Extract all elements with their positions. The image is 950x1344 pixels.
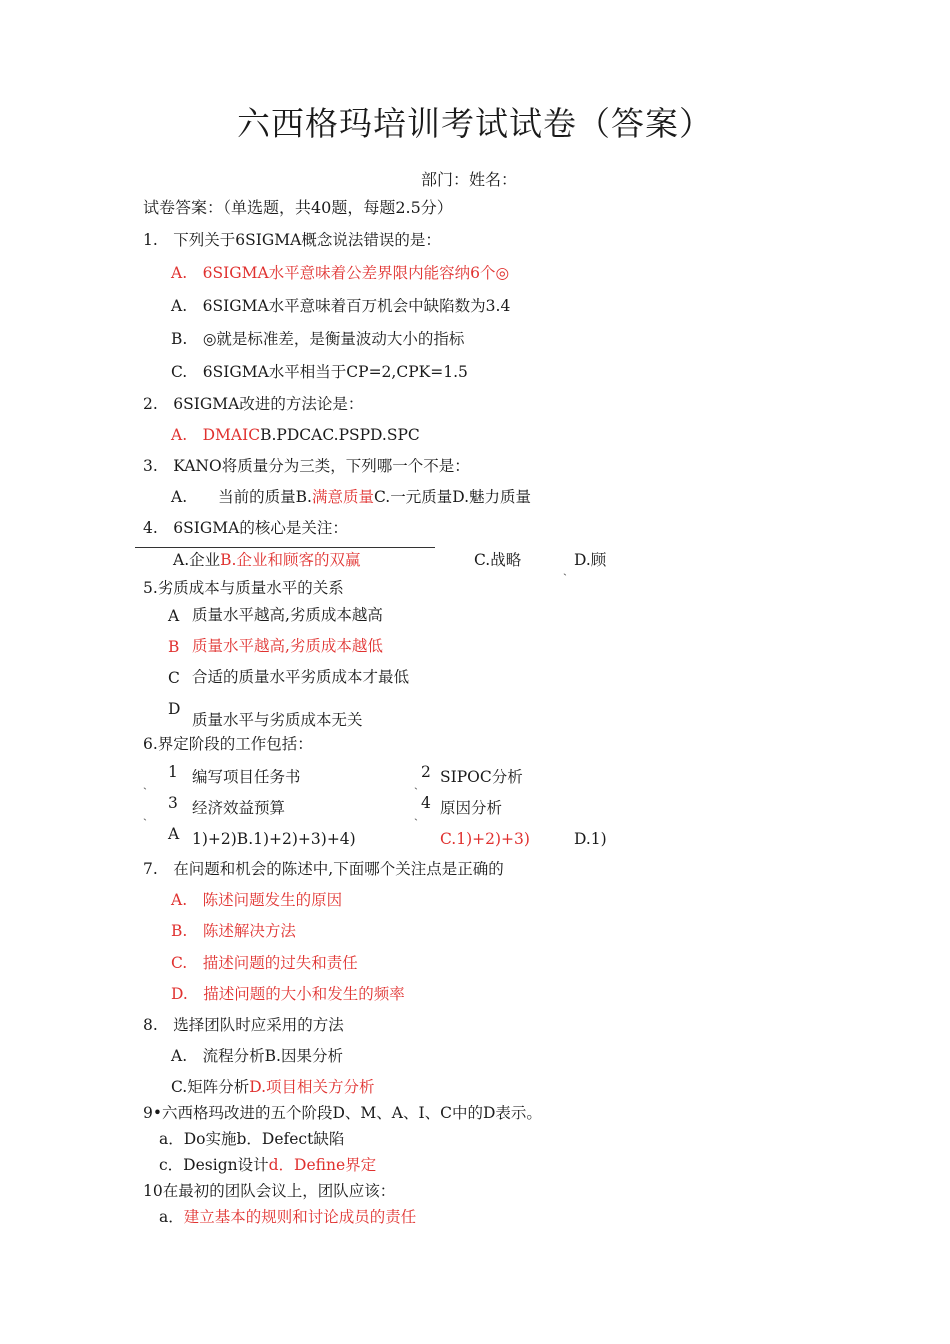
q6-options-ab: 1)+2)B.1)+2)+3)+4) xyxy=(192,830,356,848)
q2-answer: A. DMAIC xyxy=(171,426,261,444)
q1-option-a: A. 6SIGMA水平意味着百万机会中缺陷数为3.4 xyxy=(171,297,511,315)
q5-letter-d: D xyxy=(168,700,181,718)
q4-stem: 4. 6SIGMA的核心是关注： xyxy=(143,519,348,537)
q5-letter-b: B xyxy=(168,638,180,656)
q5-option-d: 质量水平与劣质成本无关 xyxy=(192,711,363,729)
divider-line xyxy=(135,547,435,548)
tick-mark-icon: ˎ xyxy=(143,807,147,821)
q7-option-c: C. 描述问题的过失和责任 xyxy=(171,954,358,972)
q7-option-d: D. 描述问题的大小和发生的频率 xyxy=(171,985,405,1003)
q10-option-a-row xyxy=(159,1207,416,1227)
q2-stem: 2. 6SIGMA改进的方法论是： xyxy=(143,395,364,413)
q6-option-letter: A xyxy=(168,825,180,843)
q4-option-d: D.顾 xyxy=(574,551,607,569)
q9-options-cd xyxy=(159,1155,376,1175)
q3-other-options: C.一元质量D.魅力质量 xyxy=(373,488,532,506)
q5-stem: 5.劣质成本与质量水平的关系 xyxy=(143,579,344,597)
q4-option-row xyxy=(173,550,360,570)
page-title: 六西格玛培训考试试卷（答案） xyxy=(237,104,713,143)
q8-option-c: C.矩阵分析 xyxy=(171,1078,250,1096)
q8-answer: D.项目相关方分析 xyxy=(249,1078,375,1096)
q5-option-b-answer: 质量水平越高,劣质成本越低 xyxy=(192,637,383,653)
q6-item-3-number: 3 xyxy=(168,794,178,812)
q7-stem: 7. 在问题和机会的陈述中,下面哪个关注点是正确的 xyxy=(143,860,504,878)
exam-instructions: 试卷答案：（单选题，共40题，每题2.5分） xyxy=(143,198,453,217)
q6-item-1-number: 1 xyxy=(168,763,178,781)
q7-option-b: B. 陈述解决方法 xyxy=(171,922,296,940)
q6-item-2: SIPOC分析 xyxy=(440,768,523,786)
q9-option-c: c．Design设计 xyxy=(159,1156,269,1174)
q5-letter-c: C xyxy=(168,669,180,687)
q8-stem: 8. 选择团队时应采用的方法 xyxy=(143,1016,344,1034)
q1-option-a-answer: A. 6SIGMA水平意味着公差界限内能容纳6个◎ xyxy=(171,264,510,282)
q1-stem: 1. 下列关于6SIGMA概念说法错误的是： xyxy=(143,231,441,249)
q6-stem: 6.界定阶段的工作包括： xyxy=(143,735,313,753)
q6-item-1: 编写项目任务书 xyxy=(192,768,301,786)
q6-item-4: 原因分析 xyxy=(440,799,503,817)
q2-options xyxy=(171,425,420,445)
q8-options-cd xyxy=(171,1077,375,1097)
tick-mark-icon: ˎ xyxy=(414,807,418,821)
q5-option-c: 合适的质量水平劣质成本才最低 xyxy=(192,668,410,684)
q7-option-a: A. 陈述问题发生的原因 xyxy=(171,891,343,909)
q5-option-a: 质量水平越高,劣质成本越高 xyxy=(192,606,383,622)
q6-option-d: D.1) xyxy=(574,830,607,848)
q9-stem: 9•六西格玛改进的五个阶段D、M、A、I、C中的D表示。 xyxy=(143,1104,542,1122)
q3-option-a: A. 当前的质量B. xyxy=(171,488,312,506)
q4-option-c: C.战略 xyxy=(474,551,522,569)
q3-answer: 满意质量 xyxy=(311,488,374,506)
q6-item-2-number: 2 xyxy=(421,763,431,781)
q9-answer: d．Define界定 xyxy=(268,1156,377,1174)
q4-option-a: A.企业 xyxy=(173,551,221,569)
q10-answer: 建立基本的规则和讨论成员的责任 xyxy=(183,1208,417,1226)
q3-stem: 3. KANO将质量分为三类，下列哪一个不是： xyxy=(143,457,470,475)
q9-options-ab: a．Do实施b．Defect缺陷 xyxy=(159,1130,345,1148)
q6-answer: C.1)+2)+3) xyxy=(440,830,530,848)
q10-stem: 10在最初的团队会议上，团队应该： xyxy=(143,1182,396,1200)
q1-option-b: B. ◎就是标准差，是衡量波动大小的指标 xyxy=(171,330,465,348)
q6-item-3: 经济效益预算 xyxy=(192,799,286,817)
q6-item-4-number: 4 xyxy=(421,794,431,812)
q2-other-options: B.PDCAC.PSPD.SPC xyxy=(260,426,420,444)
q3-options xyxy=(171,487,531,507)
dept-name-line: 部门：姓名： xyxy=(421,170,518,189)
q5-letter-a: A xyxy=(168,607,180,625)
q8-options-ab: A. 流程分析B.因果分析 xyxy=(171,1047,343,1065)
q4-answer: B.企业和顾客的双赢 xyxy=(220,551,361,569)
tick-mark-icon: ˎ xyxy=(143,776,147,790)
tick-mark-icon: ˎ xyxy=(563,562,567,576)
q1-option-c: C. 6SIGMA水平相当于CP=2,CPK=1.5 xyxy=(171,363,468,381)
tick-mark-icon: ˎ xyxy=(414,776,418,790)
q10-option-a-letter: a． xyxy=(159,1208,184,1226)
